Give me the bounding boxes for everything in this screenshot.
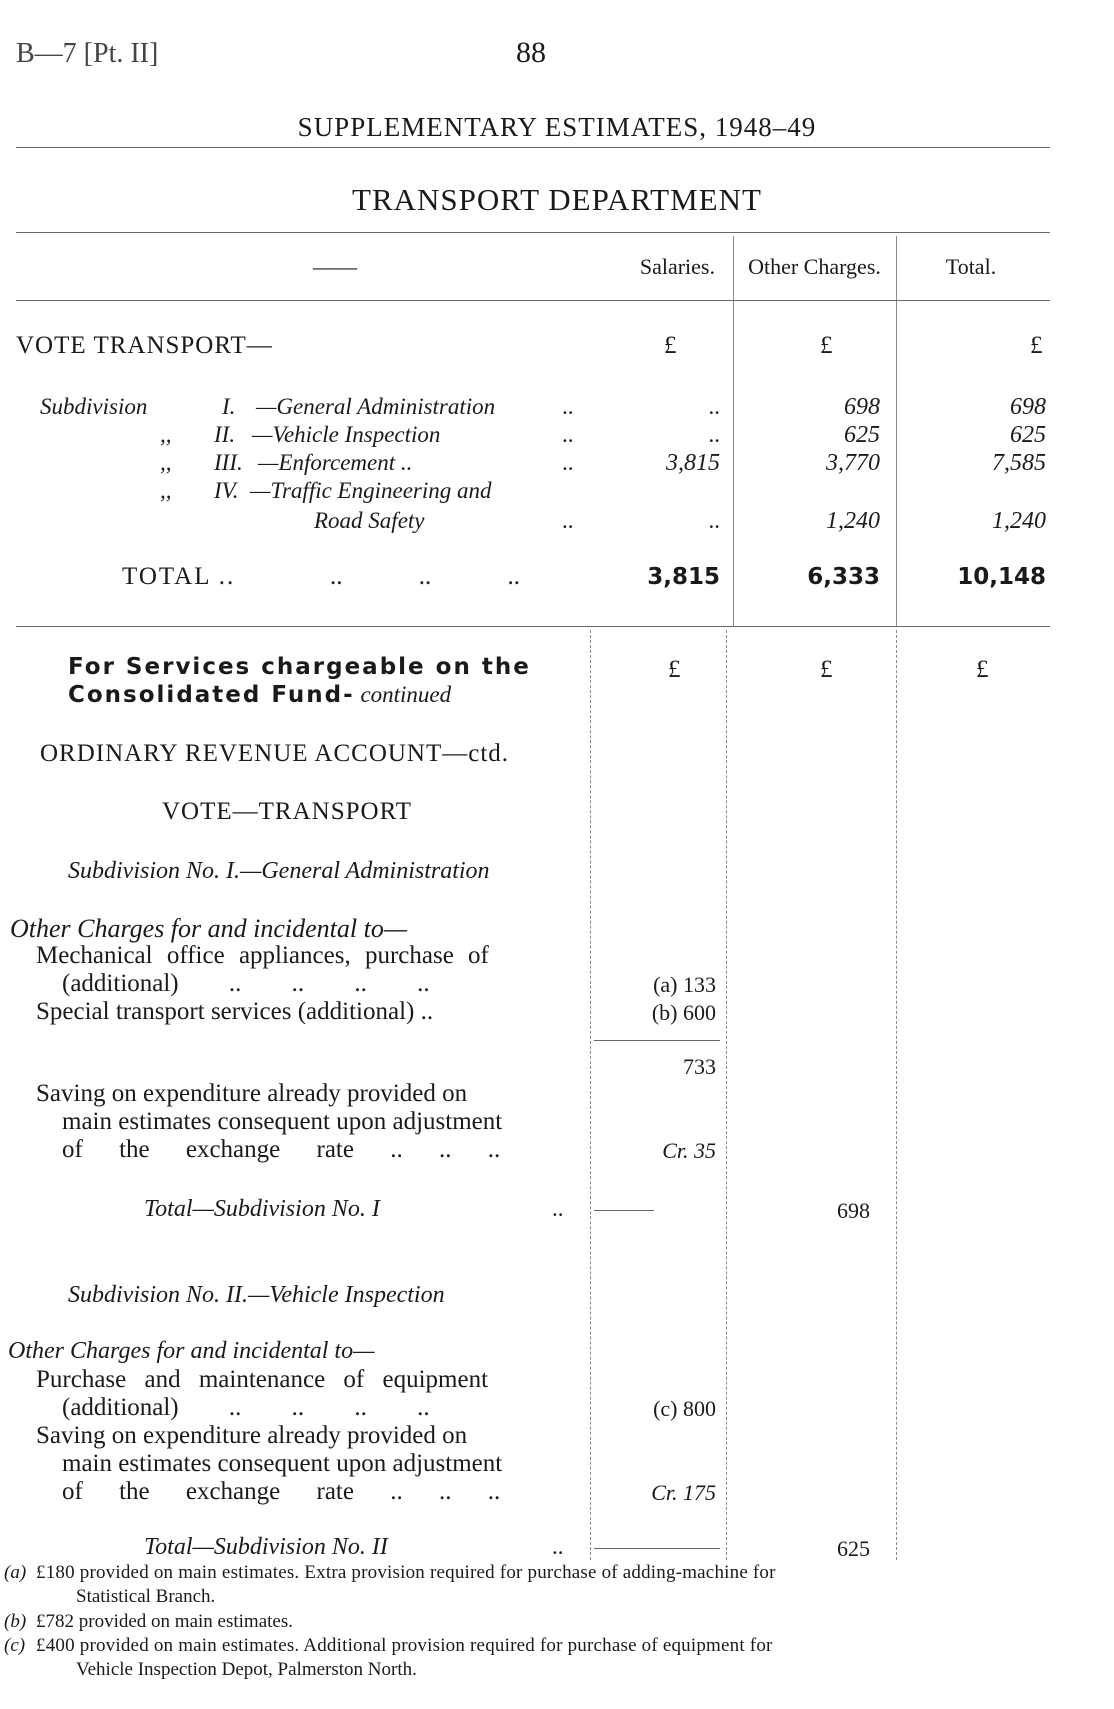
line-amount: (c) 800 [653, 1396, 716, 1421]
summary-row-name-cont: Road Safety [314, 508, 425, 533]
summary-row-dots: .. [562, 450, 574, 475]
section-heading-cont [68, 682, 451, 708]
summary-row-prefix: ,, [160, 450, 172, 475]
footnote-mark: (c) [4, 1635, 26, 1656]
summary-total-dots: .. .. .. [330, 563, 520, 590]
line-amount: (b) 600 [651, 1000, 716, 1025]
line-item: of the exchange rate .. .. .. [62, 1478, 501, 1505]
summary-row-salaries: 3,815 [666, 450, 720, 476]
line-item: (additional) .. .. .. .. [62, 970, 430, 997]
sum-rule [594, 1548, 720, 1549]
section-heading-continued: continued [360, 682, 452, 707]
summary-row-salaries: .. [708, 508, 720, 533]
subdivision-heading: Subdivision No. I.—General Administration [68, 858, 490, 884]
pound-sign: £ [668, 656, 681, 683]
account-heading: ORDINARY REVENUE ACCOUNT—ctd. [40, 740, 510, 767]
col-header-salaries: Salaries. [639, 254, 715, 279]
line-item: Purchase and maintenance of equipment [36, 1366, 489, 1393]
line-item: Saving on expenditure already provided on [36, 1422, 468, 1449]
column-rule [726, 630, 727, 1560]
summary-row-number: II. [214, 422, 236, 447]
line-item: main estimates consequent upon adjustment [62, 1108, 503, 1135]
line-amount: Cr. 175 [651, 1480, 716, 1505]
footnote-text: £180 provided on main estimates. Extra provision required for purchase of adding-machine for [36, 1562, 776, 1583]
line-item: of the exchange rate .. .. .. [62, 1136, 501, 1163]
subdivision-total-amount: 698 [837, 1198, 870, 1223]
summary-row-number: IV. [214, 478, 239, 503]
summary-row-number: I. [222, 394, 236, 419]
summary-row-salaries: .. [708, 422, 720, 447]
line-subtotal: 733 [683, 1054, 716, 1079]
rule [16, 300, 1050, 301]
summary-row-other: 625 [844, 422, 880, 448]
sum-rule [594, 1040, 720, 1041]
footnote-text: Statistical Branch. [76, 1586, 216, 1607]
summary-row-prefix: ,, [160, 422, 172, 447]
summary-row-total: 698 [1010, 394, 1046, 420]
rule [16, 232, 1050, 233]
subdivision-total-dots: .. [552, 1196, 564, 1221]
summary-total-other: 6,333 [807, 564, 880, 590]
rule [16, 626, 1050, 627]
subdivision-total-amount: 625 [837, 1536, 870, 1561]
footnote-mark: (a) [4, 1562, 27, 1583]
department-title: TRANSPORT DEPARTMENT [352, 182, 762, 217]
subdivision-total-label: Total—Subdivision No. I [144, 1196, 380, 1222]
line-item: (additional) .. .. .. .. [62, 1394, 430, 1421]
page-number: 88 [516, 36, 546, 69]
summary-row-other: 1,240 [826, 508, 880, 534]
section-heading: For Services chargeable on the [68, 654, 531, 680]
summary-row-salaries: .. [708, 394, 720, 419]
summary-row-total: 625 [1010, 422, 1046, 448]
document-title: SUPPLEMENTARY ESTIMATES, 1948–49 [297, 112, 817, 142]
pound-sign: £ [976, 656, 989, 683]
summary-row-name: —General Administration [256, 394, 496, 419]
line-amount: Cr. 35 [662, 1138, 716, 1163]
summary-row-other: 698 [844, 394, 880, 420]
pound-sign: £ [664, 332, 677, 359]
summary-row-number: III. [214, 450, 243, 475]
pound-sign: £ [1030, 332, 1043, 359]
sum-rule [594, 1210, 654, 1211]
summary-row-dots: .. [562, 394, 574, 419]
line-amount: (a) 133 [653, 972, 716, 997]
pound-sign: £ [820, 332, 833, 359]
footnote-text: £400 provided on main estimates. Additional provision required for purchase of equipment for [36, 1635, 773, 1656]
summary-row-name: —Traffic Engineering and [250, 478, 492, 503]
vote-heading: VOTE—TRANSPORT [162, 798, 413, 825]
other-charges-heading: Other Charges for and incidental to— [10, 914, 407, 943]
summary-row-prefix: Subdivision [40, 394, 148, 419]
footnote-mark: (b) [4, 1611, 27, 1632]
subdivision-heading: Subdivision No. II.—Vehicle Inspection [68, 1282, 445, 1308]
col-header-other-charges: Other Charges. [748, 254, 881, 279]
summary-row-other: 3,770 [826, 450, 880, 476]
section-heading-line2: Consolidated Fund- [68, 682, 355, 708]
column-rule [896, 630, 897, 1560]
page-ref: B—7 [Pt. II] [16, 38, 159, 69]
summary-total-salaries: 3,815 [647, 564, 720, 590]
line-item: Saving on expenditure already provided on [36, 1080, 468, 1107]
line-item: Special transport services (additional) .. [36, 998, 434, 1025]
summary-row-total: 1,240 [992, 508, 1046, 534]
summary-row-prefix: ,, [160, 478, 172, 503]
col-header-total: Total. [945, 254, 997, 279]
vote-label: VOTE TRANSPORT— [16, 332, 273, 359]
summary-row-name: —Vehicle Inspection [252, 422, 441, 447]
rule [16, 147, 1050, 148]
summary-row-dots: .. [562, 422, 574, 447]
footnote-text: Vehicle Inspection Depot, Palmerston North. [76, 1659, 417, 1680]
summary-row-name: —Enforcement .. [258, 450, 413, 475]
col-header-blank: —— [313, 254, 357, 279]
column-rule [590, 630, 591, 1560]
summary-row-total: 7,585 [992, 450, 1046, 476]
column-rule [733, 236, 734, 626]
column-rule [896, 236, 897, 626]
summary-row-dots: .. [562, 508, 574, 533]
summary-total-label: TOTAL .. [122, 563, 236, 590]
other-charges-heading: Other Charges for and incidental to— [8, 1338, 375, 1364]
footnote-text: £782 provided on main estimates. [36, 1611, 293, 1632]
line-item: Mechanical office appliances, purchase of [36, 942, 489, 969]
line-item: main estimates consequent upon adjustment [62, 1450, 503, 1477]
pound-sign: £ [820, 656, 833, 683]
subdivision-total-dots: .. [552, 1534, 564, 1559]
summary-total-total: 10,148 [957, 564, 1046, 590]
subdivision-total-label: Total—Subdivision No. II [144, 1534, 388, 1560]
